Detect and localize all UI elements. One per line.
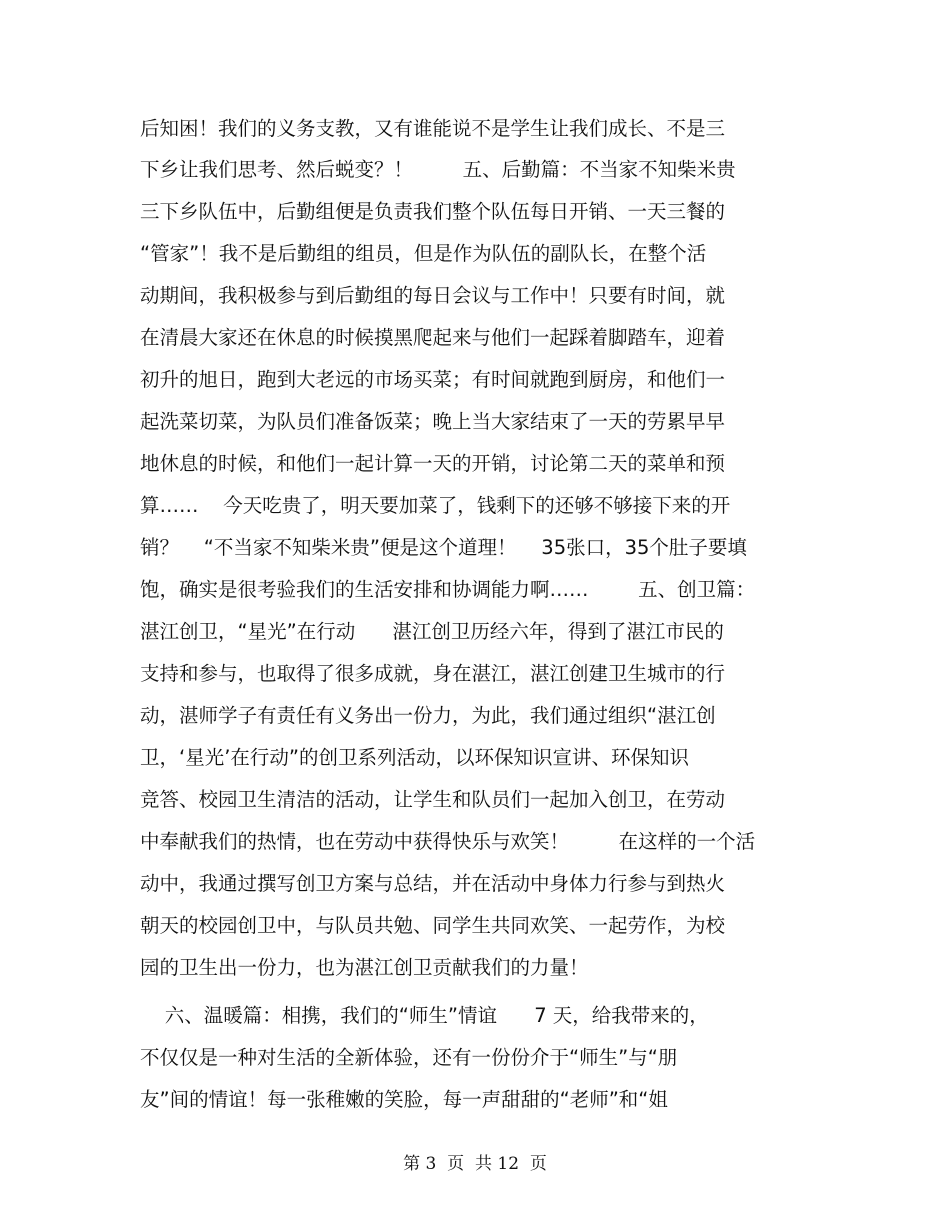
text-line: 朝天的校园创卫中，与队员共勉、同学生共同欢笑、一起劳作，为校 [140, 914, 726, 937]
text-line: 六、温暖篇：相携，我们的“师生”情谊 7 天，给我带来的， [140, 1004, 709, 1027]
text-line: 友”间的情谊！每一张稚嫩的笑脸，每一声甜甜的“老师”和“姐 [140, 1088, 668, 1111]
text-line: 在清晨大家还在休息的时候摸黑爬起来与他们一起踩着脚踏车，迎着 [140, 326, 726, 349]
text-line: “管家”！我不是后勤组的组员，但是作为队伍的副队长，在整个活 [140, 242, 707, 265]
text-line: 动中，我通过撰写创卫方案与总结，并在活动中身体力行参与到热火 [140, 872, 726, 895]
text-line: 竞答、校园卫生清洁的活动，让学生和队员们一起加入创卫，在劳动 [140, 788, 726, 811]
text-line: 中奉献我们的热情，也在劳动中获得快乐与欢笑！ 在这样的一个活 [140, 830, 756, 853]
text-line: 初升的旭日，跑到大老远的市场买菜；有时间就跑到厨房，和他们一 [140, 368, 726, 391]
text-line: 园的卫生出一份力，也为湛江创卫贡献我们的力量！ [140, 956, 589, 979]
page-footer: 第 3 页 共 12 页 [403, 1154, 547, 1174]
text-line: 后知困！我们的义务支教，又有谁能说不是学生让我们成长、不是三 [140, 117, 726, 140]
text-line: 地休息的时候，和他们一起计算一天的开销，讨论第二天的菜单和预 [140, 452, 726, 475]
text-line: 销？ “不当家不知柴米贵”便是这个道理！ 35张口，35个肚子要填 [140, 536, 747, 559]
text-line: 动，湛师学子有责任有义务出一份力，为此，我们通过组织“湛江创 [140, 704, 716, 727]
text-line: 动期间，我积极参与到后勤组的每日会议与工作中！只要有时间，就 [140, 284, 726, 307]
text-line: 卫，‘星光’在行动”的创卫系列活动，以环保知识宣讲、环保知识 [140, 746, 689, 769]
text-line: 支持和参与，也取得了很多成就，身在湛江，湛江创建卫生城市的行 [140, 662, 726, 685]
text-line: 湛江创卫，“星光”在行动 湛江创卫历经六年，得到了湛江市民的 [140, 620, 724, 643]
text-line: 算…… 今天吃贵了，明天要加菜了，钱剩下的还够不够接下来的开 [140, 494, 731, 517]
text-line: 起洗菜切菜，为队员们准备饭菜；晚上当大家结束了一天的劳累早早 [140, 410, 726, 433]
text-line: 下乡让我们思考、然后蜕变？！ 五、后勤篇：不当家不知柴米贵 [140, 158, 736, 181]
text-line: 饱，确实是很考验我们的生活安排和协调能力啊…… 五、创卫篇： [140, 578, 756, 601]
text-line: 不仅仅是一种对生活的全新体验，还有一份份介于“师生”与“朋 [140, 1046, 678, 1069]
text-line: 三下乡队伍中，后勤组便是负责我们整个队伍每日开销、一天三餐的 [140, 200, 726, 223]
